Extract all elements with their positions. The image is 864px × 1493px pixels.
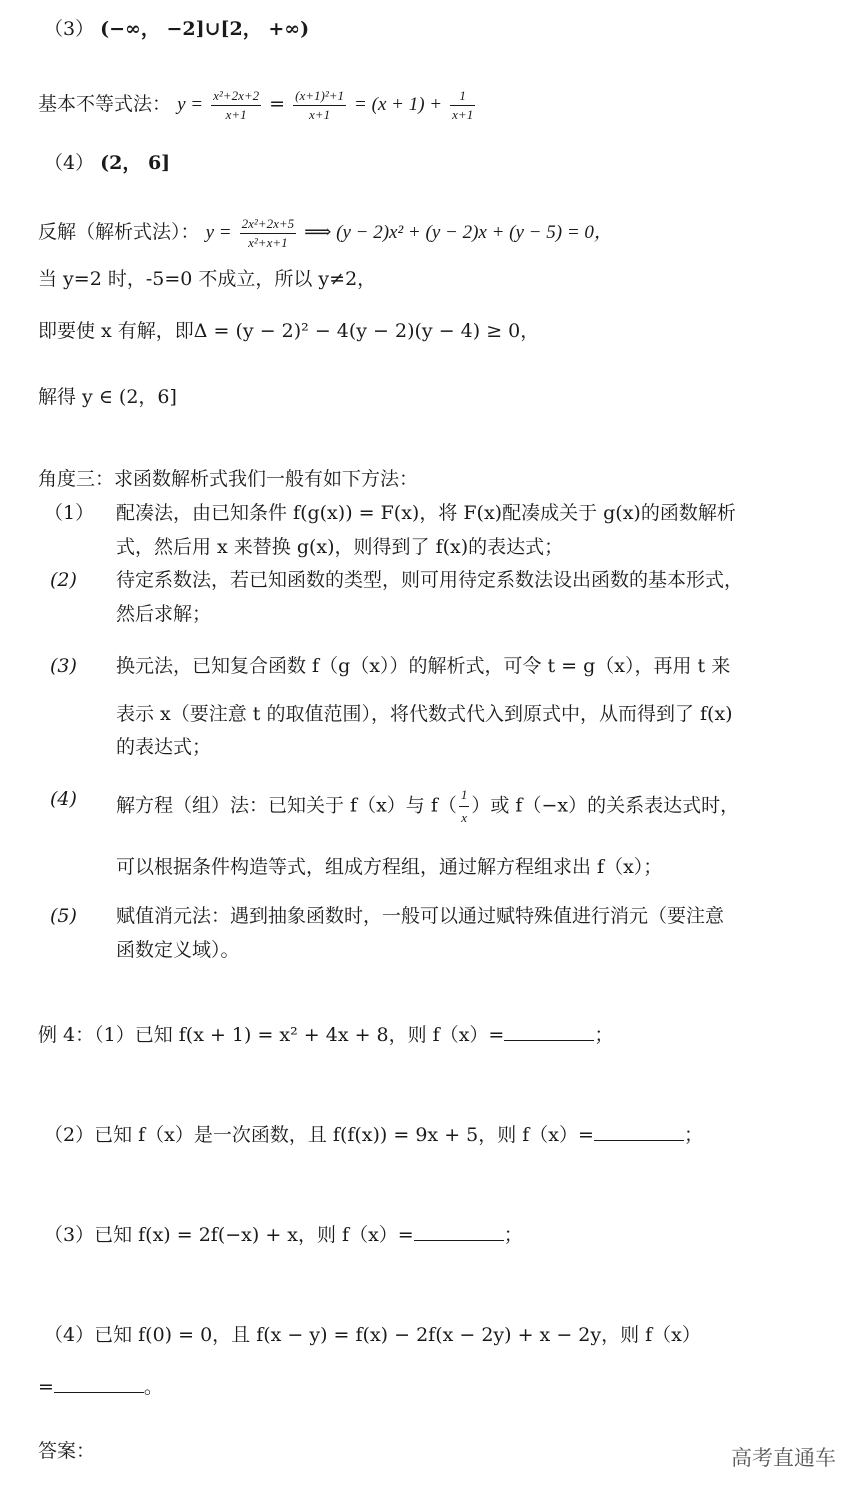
example4-q3 [44,1224,523,1247]
example4-q2-text: （2）已知 f（x）是一次函数，且 f(f(x)) = 9x + 5，则 f（x）= [44,1124,594,1146]
example4-q3-blank[interactable] [414,1224,504,1241]
example4-q4-line1: （4）已知 f(0) = 0，且 f(x − y) = f(x) − 2f(x − 2y) + x − 2y，则 f（x） [44,1324,701,1346]
angle3-item4-frac-num: 1 [459,785,470,807]
example4-q2-blank[interactable] [594,1124,684,1141]
method1-frac2 [293,88,346,122]
angle3-item2-line1: 待定系数法，若已知函数的类型，则可用待定系数法设出函数的基本形式， [116,569,744,591]
angle3-item1-label: （1） [44,502,95,524]
when-line: 当 y=2 时，-5=0 不成立，所以 y≠2， [38,268,377,290]
example4-q3-after: ； [503,1224,523,1246]
method1-y: y = [177,94,204,116]
method1-line [38,88,477,122]
method1-frac3-num: 1 [450,88,475,106]
method2-frac-den: x²+x+1 [248,234,288,250]
method1-frac1-num: x²+2x+2 [211,88,261,106]
angle3-item3-line3: 的表达式； [116,736,212,758]
angle3-item4-line1b: ）或 f（−x）的关系表达式时， [471,794,740,817]
example4-q1-text: 例 4：（1）已知 f(x + 1) = x² + 4x + 8，则 f（x）= [38,1024,505,1046]
method1-frac1 [211,88,261,122]
angle3-item4-line1a: 解方程（组）法：已知关于 f（x）与 f（ [116,794,457,817]
example4-q3-text: （3）已知 f(x) = 2f(−x) + x，则 f（x）= [44,1224,414,1246]
angle3-item4-line1 [116,785,739,828]
method2-frac-num: 2x²+2x+5 [240,216,296,234]
method2-rest: ⟹ (y − 2)x² + (y − 2)x + (y − 5) = 0， [304,222,613,244]
example4-q1-blank[interactable] [504,1024,594,1041]
example4-q1 [38,1024,613,1047]
angle3-item4-label: (4) [50,788,77,810]
method1-frac3-den: x+1 [452,106,474,122]
example4-q4-line2 [38,1376,163,1399]
solve-line: 解得 y ∈ (2，6] [38,386,177,408]
example4-q2 [44,1124,703,1147]
answer-label: 答案： [38,1440,96,1462]
method1-frac2-num: (x+1)²+1 [293,88,346,106]
method1-frac2-den: x+1 [309,106,331,122]
angle3-item1-line1: 配凑法，由已知条件 f(g(x)) = F(x)，将 F(x)配凑成关于 g(x)的函数解析 [116,502,736,524]
item4-answer: (2， 6] [100,152,171,174]
example4-q1-after: ； [594,1024,614,1046]
angle3-item4-frac [459,785,470,828]
angle3-item1-line2: 式，然后用 x 来替换 g(x)，则得到了 f(x)的表达式； [116,536,564,558]
angle3-item5-label: (5) [50,905,77,927]
item3-line [44,18,309,41]
angle3-item3-label: (3) [50,655,77,677]
angle3-item5-line2: 函数定义域）。 [116,939,240,961]
angle3-item3-line1: 换元法，已知复合函数 f（g（x））的解析式，可令 t = g（x），再用 t 来 [116,655,731,677]
watermark: 高考直通车 [731,1446,836,1470]
angle3-item4-frac-den: x [461,810,468,826]
angle3-item3-line2: 表示 x（要注意 t 的取值范围），将代数式代入到原式中，从而得到了 f(x) [116,703,733,725]
delta-line: 即要使 x 有解，即Δ = (y − 2)² − 4(y − 2)(y − 4) ≥ 0， [38,320,540,342]
example4-q2-after: ； [683,1124,703,1146]
item3-answer: (−∞， −2]∪[2， +∞) [100,18,310,40]
example4-q4-after: 。 [143,1376,163,1398]
angle3-item2-label: (2) [50,569,77,591]
angle3-item2-line2: 然后求解； [116,603,212,625]
method1-rest: = (x + 1) + [354,94,443,116]
method1-frac1-den: x+1 [225,106,247,122]
method1-frac3 [450,88,475,122]
angle3-item4-line2: 可以根据条件构造等式，组成方程组，通过解方程组求出 f（x）； [116,856,663,878]
method2-label: 反解（解析式法）： [38,221,200,244]
method2-line [38,216,613,250]
method2-y: y = [205,222,232,244]
method2-frac [240,216,296,250]
method1-label: 基本不等式法： [38,93,172,116]
item4-line [44,152,170,175]
angle3-item5-line1: 赋值消元法：遇到抽象函数时，一般可以通过赋特殊值进行消元（要注意 [116,905,725,927]
angle3-heading: 角度三：求函数解析式我们一般有如下方法： [38,468,419,490]
method1-eq: = [269,93,286,116]
item3-label: （3） [44,18,95,40]
item4-label: （4） [44,152,95,174]
example4-q4-eq: = [38,1376,54,1398]
example4-q4-blank[interactable] [54,1376,144,1393]
